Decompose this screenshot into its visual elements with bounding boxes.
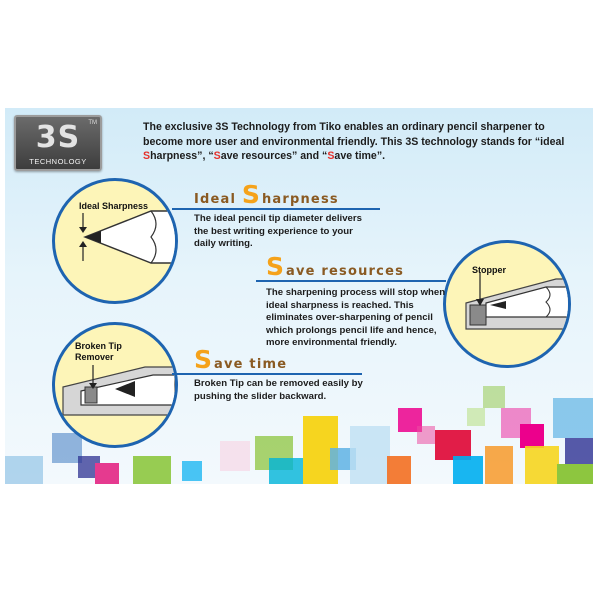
heading-text: Ideal: [194, 192, 242, 207]
deco-square: [95, 463, 119, 484]
broken-tip-callout: [75, 341, 122, 363]
heading-text: harpness: [261, 192, 339, 207]
deco-square: [467, 408, 485, 426]
intro-text: The exclusive 3S Technology from Tiko enables an ordinary pencil sharpener to become more user and environmental friendly. This 3S technology stands for: [143, 121, 545, 148]
deco-square: [350, 426, 390, 484]
ideal-sharpness-text: The ideal pencil tip diameter delivers the best writing experience to your daily writing.: [194, 213, 362, 249]
logo-subtitle: TECHNOLOGY: [29, 157, 87, 166]
quote-open: “: [322, 150, 328, 162]
deco-square: [182, 461, 202, 481]
highlight-letter: S: [213, 150, 221, 162]
ideal-sharpness-illustration: [52, 178, 178, 304]
deco-square: [557, 464, 593, 484]
callout-line: Broken Tip: [75, 341, 122, 351]
deco-square: [453, 456, 483, 484]
quote-text: ave time”.: [334, 150, 386, 162]
deco-square: [525, 446, 559, 484]
ideal-sharpness-heading: [194, 180, 339, 209]
heading-text: ave time: [214, 357, 288, 372]
ideal-sharpness-callout: Ideal Sharpness: [79, 201, 149, 211]
highlight-letter: S: [143, 150, 151, 162]
deco-square: [485, 446, 513, 484]
quote-open: “ideal: [534, 135, 565, 148]
save-time-text: Broken Tip can be removed easily by pushing the slider backward.: [194, 378, 363, 402]
pencil-tip-icon: [55, 181, 175, 301]
stopper-illustration: [443, 240, 571, 368]
stopper-callout: Stopper: [472, 265, 507, 275]
quote-text: harpness”,: [150, 150, 209, 162]
save-resources-text: The sharpening process will stop when ideal sharpness is reached. This eliminates over-sharpening of pencil which prolongs pencil life and hence, more environmental friendly.: [266, 287, 446, 348]
heading-letter: S: [241, 180, 260, 209]
heading-letter: S: [194, 345, 213, 374]
logo-text: 3S: [35, 120, 81, 155]
deco-square: [387, 456, 411, 484]
deco-square: [5, 456, 43, 484]
save-resources-heading: [266, 252, 404, 281]
deco-square: [483, 386, 505, 408]
deco-square: [520, 424, 544, 448]
highlight-letter: S: [327, 150, 335, 162]
sharpener-stopper-icon: [446, 243, 568, 365]
quote-open: “: [208, 150, 214, 162]
deco-square: [220, 441, 250, 471]
quote-text: ave resources” and: [220, 150, 323, 162]
3s-technology-logo: [14, 115, 102, 171]
deco-square: [553, 398, 593, 438]
broken-tip-remover-illustration: [52, 322, 178, 448]
intro-paragraph: [143, 120, 583, 164]
heading-text: ave resources: [286, 264, 405, 279]
heading-letter: S: [266, 252, 285, 281]
save-time-heading: [194, 345, 287, 374]
deco-square: [565, 438, 593, 466]
callout-line: Remover: [75, 352, 114, 362]
deco-square: [133, 456, 171, 484]
logo-trademark: TM: [88, 120, 97, 126]
deco-square: [417, 426, 435, 444]
